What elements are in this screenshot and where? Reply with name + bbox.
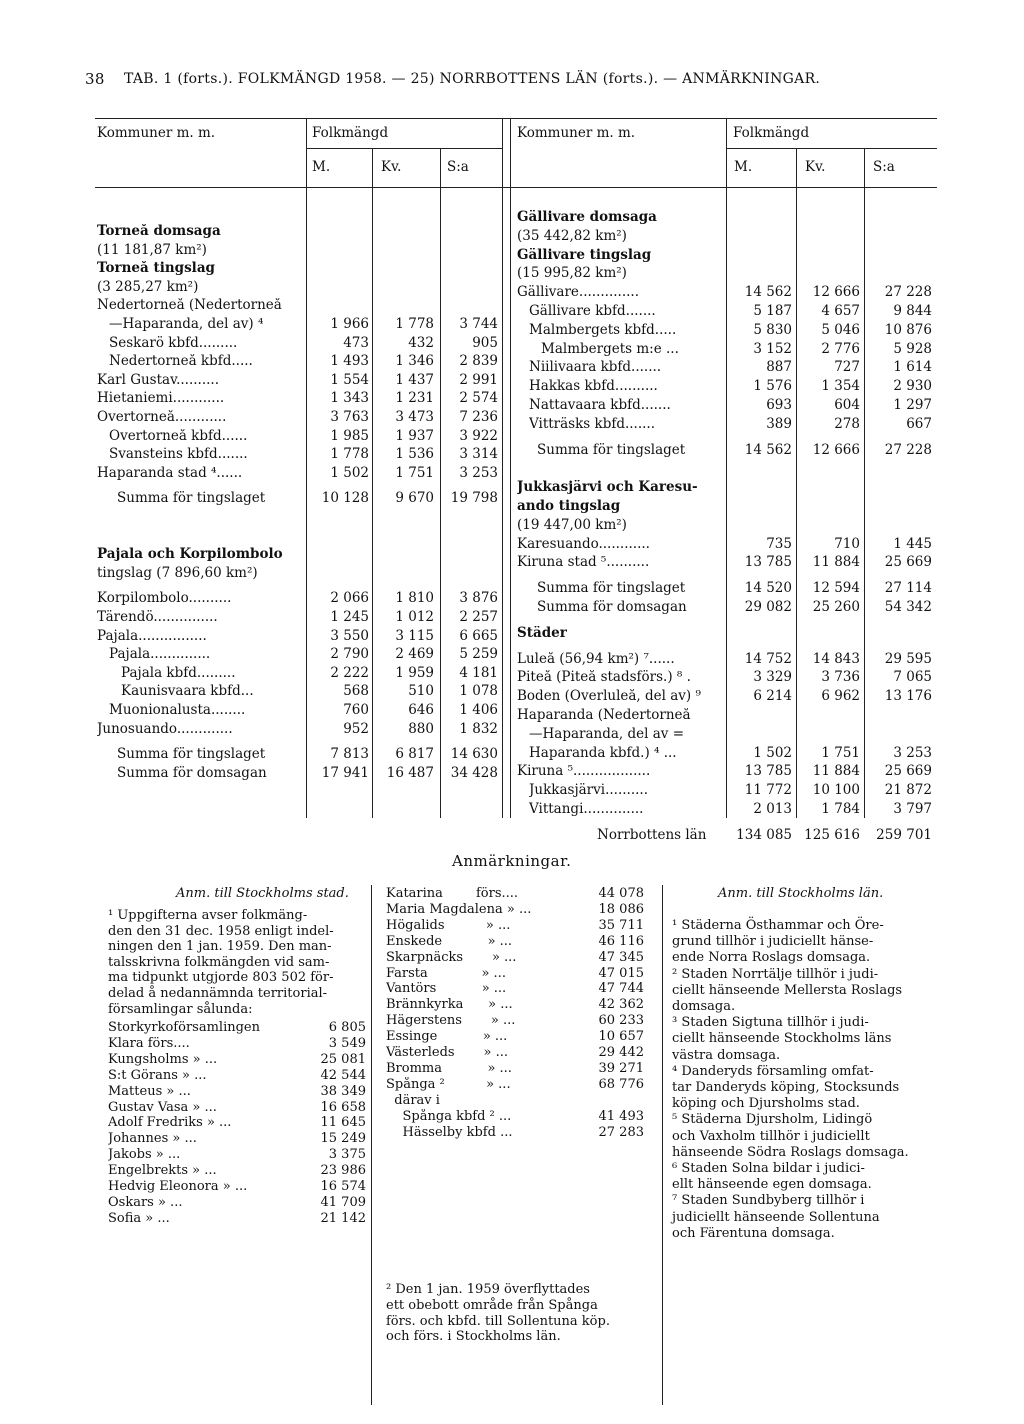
cell-women: 1 751 — [821, 744, 860, 761]
cell-men: 14 562 — [744, 441, 792, 458]
cell-men: 14 520 — [744, 580, 792, 597]
table-row-label: Nattavaara kbfd....... — [529, 398, 671, 413]
cell-men: 887 — [766, 359, 792, 376]
table-row-label: Malmbergets m:e ... — [541, 341, 679, 357]
note-list-value: 10 657 — [598, 1029, 644, 1045]
cell-men: 389 — [766, 415, 792, 432]
note-list-name: Kungsholms » ... — [108, 1051, 218, 1067]
cell-women: 1 784 — [821, 801, 860, 817]
note-list-name: Enskede » ... — [386, 933, 513, 949]
table-row-label: Haparanda (Nedertorneå — [517, 708, 691, 723]
note-line: ⁶ Staden Solna bildar i judici- — [672, 1161, 865, 1176]
table-row-label: (35 442,82 km²) — [517, 228, 627, 244]
note-list-name: Matteus » ... — [108, 1083, 191, 1099]
cell-men: 10 128 — [321, 490, 369, 507]
cell-women: 1 937 — [395, 427, 434, 444]
note-list-name: S:t Görans » ... — [108, 1067, 207, 1083]
note-list-value: 44 078 — [598, 886, 644, 901]
cell-total: 27 228 — [884, 441, 932, 458]
cell-women: 3 115 — [395, 627, 434, 644]
table-row-label: Summa för tingslaget — [537, 442, 686, 458]
table-row-label: Jukkasjärvi och Karesu- — [517, 480, 698, 496]
table-row-label: —Haparanda, del av = — [529, 726, 684, 742]
cell-total: 54 342 — [884, 599, 932, 615]
page-header: TAB. 1 (forts.). FOLKMÄNGD 1958. — 25) NORRBOTTENS LÄN (forts.). — ANMÄRKNINGAR. — [124, 71, 821, 87]
note-list-name: Oskars » ... — [108, 1194, 183, 1210]
cell-total: 3 253 — [459, 464, 498, 481]
note-line: ciellt hänseende Stockholms läns — [672, 1031, 892, 1047]
cell-men: 952 — [343, 720, 369, 737]
note-list-name: Engelbrekts » ... — [108, 1163, 217, 1179]
note-list-value: 27 283 — [598, 1124, 644, 1140]
cell-men: 29 082 — [744, 599, 792, 615]
cell-total: 29 595 — [884, 650, 932, 667]
note-list-value: 3 375 — [328, 1147, 366, 1163]
cell-men: 5 830 — [753, 321, 792, 338]
cell-total: 5 928 — [893, 340, 932, 357]
cell-men: 134 085 — [736, 826, 792, 843]
right-col-header-kv: Kv. — [805, 159, 826, 175]
note-list-name: därav i — [386, 1092, 440, 1108]
table-row-label: (19 447,00 km²) — [517, 517, 627, 533]
cell-total: 2 991 — [459, 371, 498, 388]
note-list-value: 11 645 — [320, 1115, 366, 1131]
cell-total: 3 922 — [459, 427, 498, 444]
cell-men: 1 554 — [330, 371, 369, 388]
table-row-label: Seskarö kbfd......... — [109, 335, 238, 351]
note-line: ⁵ Städerna Djursholm, Lidingö — [672, 1112, 873, 1128]
cell-men: 5 187 — [753, 303, 792, 319]
table-row-label: (15 995,82 km²) — [517, 266, 627, 282]
note-list-name: Spånga ² » ... — [386, 1076, 511, 1092]
cell-total: 3 253 — [893, 744, 932, 761]
note-list-name: Spånga kbfd ² ... — [386, 1108, 512, 1124]
cell-women: 1 354 — [821, 378, 860, 395]
notes-title: Anmärkningar. — [452, 852, 572, 870]
cell-total: 10 876 — [884, 321, 932, 338]
note-list-value: 23 986 — [320, 1163, 366, 1179]
table-row-label: —Haparanda, del av) ⁴ — [109, 317, 264, 332]
cell-men: 13 785 — [744, 763, 792, 780]
note-list-value: 68 776 — [598, 1076, 644, 1092]
cell-women: 6 962 — [821, 688, 860, 705]
cell-total: 2 574 — [459, 390, 498, 407]
cell-total: 2 839 — [459, 353, 498, 370]
table-row-label: Hakkas kbfd.......... — [529, 379, 658, 395]
note-list-value: 29 442 — [598, 1045, 644, 1060]
table-row-label: Gällivare domsaga — [517, 210, 657, 225]
note-list-value: 18 086 — [598, 901, 644, 917]
table-row-label: Övertorneå............ — [97, 410, 227, 425]
note-line: ⁷ Staden Sundbyberg tillhör i — [672, 1193, 865, 1209]
cell-women: 11 884 — [812, 763, 860, 780]
cell-total: 21 872 — [884, 782, 932, 799]
cell-women: 125 616 — [804, 826, 860, 843]
cell-total: 667 — [906, 415, 932, 432]
note-list-name: Klara förs.... — [108, 1035, 190, 1051]
note-list-value: 41 709 — [320, 1194, 366, 1210]
left-col-header-kv: Kv. — [381, 159, 402, 175]
note-line: delad å nedannämnda territorial- — [108, 986, 328, 1001]
table-row-label: Svansteins kbfd....... — [109, 447, 248, 463]
cell-total: 14 630 — [450, 746, 498, 763]
left-col-header-kommuner: Kommuner m. m. — [97, 125, 216, 141]
cell-total: 3 314 — [459, 446, 498, 463]
cell-men: 1 502 — [753, 744, 792, 761]
note-line: ⁴ Danderyds församling omfat- — [672, 1063, 874, 1079]
cell-women: 3 736 — [821, 669, 860, 686]
note-list-value: 38 349 — [320, 1083, 366, 1099]
cell-men: 2 790 — [330, 646, 369, 663]
cell-women: 12 594 — [812, 580, 860, 597]
note-line: judiciellt hänseende Sollentuna — [672, 1209, 880, 1225]
cell-men: 1 343 — [330, 390, 369, 407]
cell-total: 2 257 — [459, 609, 498, 625]
cell-total: 13 176 — [884, 688, 932, 705]
note-list-value: 47 345 — [598, 949, 644, 965]
table-row-label: Pajala.............. — [109, 647, 211, 663]
note-list-name: Jakobs » ... — [108, 1147, 181, 1163]
cell-women: 510 — [408, 683, 434, 700]
note-list-name: Maria Magdalena » ... — [386, 901, 532, 917]
cell-men: 2 066 — [330, 590, 369, 607]
cell-total: 4 181 — [459, 664, 498, 681]
cell-women: 880 — [408, 720, 434, 737]
cell-total: 259 701 — [876, 826, 932, 843]
cell-men: 1 493 — [330, 353, 369, 370]
table-row-label: Vittangi.............. — [529, 802, 644, 817]
cell-women: 12 666 — [812, 284, 860, 301]
note-line: ² Staden Norrtälje tillhör i judi- — [672, 966, 879, 982]
table-row-label: Summa för tingslaget — [537, 581, 686, 597]
cell-women: 1 778 — [395, 316, 434, 332]
left-col-header-m: M. — [312, 159, 331, 175]
table-row-label: Gällivare tingslag — [517, 247, 652, 263]
page-number: 38 — [85, 70, 105, 88]
table-row-label: ando tingslag — [517, 499, 621, 514]
cell-men: 568 — [343, 683, 369, 700]
note-list-value: 47 744 — [598, 981, 644, 997]
table-row-label: Pajala................ — [97, 628, 207, 644]
table-row-label: Junosuando............. — [97, 721, 233, 737]
cell-men: 2 013 — [753, 801, 792, 817]
cell-men: 1 502 — [330, 464, 369, 481]
note-line: ¹ Uppgifterna avser folkmäng- — [108, 908, 308, 923]
cell-total: 19 798 — [450, 490, 498, 507]
note-list-value: 16 574 — [320, 1179, 366, 1194]
cell-total: 27 114 — [884, 580, 932, 597]
cell-men: 7 813 — [330, 746, 369, 763]
table-row-label: Nedertorneå kbfd..... — [109, 354, 253, 370]
cell-total: 9 844 — [893, 303, 932, 319]
cell-women: 646 — [408, 702, 434, 718]
cell-men: 3 550 — [330, 627, 369, 644]
table-row-label: Vitträsks kbfd....... — [529, 416, 656, 432]
note-list-name: Essinge » ... — [386, 1029, 508, 1045]
cell-women: 16 487 — [386, 764, 434, 781]
note-list-value: 16 658 — [320, 1099, 366, 1115]
left-col-header-folkmangd: Folkmängd — [312, 125, 389, 141]
note-list-name: Hedvig Eleonora » ... — [108, 1179, 248, 1194]
note-list-name: Katarina förs.... — [386, 886, 519, 901]
note-list-value: 35 711 — [598, 917, 644, 933]
cell-men: 735 — [766, 535, 792, 552]
note-line: ciellt hänseende Mellersta Roslags — [672, 982, 903, 998]
table-row-label: (3 285,27 km²) — [97, 279, 199, 295]
note-line: grund tillhör i judiciellt hänse- — [672, 934, 874, 950]
table-row-label: Summa för tingslaget — [117, 747, 266, 763]
cell-total: 6 665 — [459, 627, 498, 644]
table-row-label: Tärendö............... — [97, 610, 218, 625]
cell-women: 1 437 — [395, 371, 434, 388]
note-line: och Färentuna domsaga. — [672, 1225, 835, 1241]
table-row-label: Kiruna stad ⁵.......... — [517, 555, 650, 571]
table-row-label: Övertorneå kbfd...... — [109, 428, 248, 444]
note-line: domsaga. — [672, 999, 736, 1014]
table-row-label: Nedertorneå (Nedertorneå — [97, 298, 282, 314]
table-top-rule — [95, 118, 937, 119]
note-list-value: 42 544 — [320, 1067, 366, 1083]
table-row-label: Hietaniemi............ — [97, 391, 225, 407]
note-list-name: Västerleds » ... — [386, 1045, 509, 1060]
cell-men: 17 941 — [321, 764, 369, 781]
notes-col3-heading: Anm. till Stockholms län. — [718, 886, 884, 901]
cell-total: 27 228 — [884, 284, 932, 301]
cell-total: 5 259 — [459, 646, 498, 663]
right-col-header-folkmangd: Folkmängd — [733, 125, 810, 141]
cell-men: 14 562 — [744, 284, 792, 301]
cell-women: 11 884 — [812, 554, 860, 571]
note-line: ma tidpunkt utgjorde 803 502 för- — [108, 970, 334, 986]
note-list-value: 21 142 — [320, 1210, 366, 1226]
note-list-value: 47 015 — [598, 965, 644, 981]
table-row-label: Pajala kbfd......... — [121, 665, 236, 681]
cell-women: 9 670 — [395, 490, 434, 507]
cell-total: 1 445 — [893, 535, 932, 552]
cell-men: 2 222 — [330, 664, 369, 681]
cell-men: 11 772 — [744, 782, 792, 799]
table-row-label: Kiruna ⁵.................. — [517, 764, 651, 780]
table-row-label: Karesuando............ — [517, 536, 650, 552]
right-col-header-sa: S:a — [873, 159, 895, 175]
table-row-label: Summa för domsagan — [117, 765, 267, 781]
note-line: ¹ Städerna Östhammar och Öre- — [672, 918, 884, 933]
note-list-name: Brännkyrka » ... — [386, 997, 513, 1013]
cell-total: 7 236 — [459, 409, 498, 425]
table-row-label: Torneå tingslag — [97, 261, 215, 277]
table-row-label: Niilivaara kbfd....... — [529, 360, 662, 376]
cell-men: 1 778 — [330, 446, 369, 463]
note-line: västra domsaga. — [672, 1047, 781, 1063]
note-line: den den 31 dec. 1958 enligt indel- — [108, 923, 334, 939]
note-list-value: 41 493 — [598, 1108, 644, 1124]
note-line: ³ Staden Sigtuna tillhör i judi- — [672, 1015, 869, 1031]
table-row-label: Gällivare kbfd....... — [529, 304, 656, 319]
cell-women: 710 — [834, 535, 860, 552]
cell-women: 4 657 — [821, 303, 860, 319]
cell-men: 1 985 — [330, 427, 369, 444]
cell-men: 473 — [343, 334, 369, 351]
table-row-label: Haparanda stad ⁴...... — [97, 465, 243, 481]
note-line: ett obebott område från Spånga — [386, 1297, 598, 1313]
cell-women: 1 751 — [395, 464, 434, 481]
cell-women: 5 046 — [821, 321, 860, 338]
note-list-value: 39 271 — [598, 1060, 644, 1076]
table-row-label: Piteå (Piteå stadsförs.) ⁸ . — [517, 670, 691, 686]
cell-total: 3 797 — [893, 801, 932, 817]
right-col-header-m: M. — [734, 159, 753, 175]
table-row-label: Haparanda kbfd.) ⁴ ... — [529, 745, 677, 761]
note-line: och Vaxholm tillhör i judiciellt — [672, 1128, 870, 1144]
cell-total: 905 — [472, 334, 498, 351]
note-list-name: Sofia » ... — [108, 1210, 170, 1226]
note-line: ² Den 1 jan. 1959 överflyttades — [386, 1282, 590, 1297]
cell-total: 7 065 — [893, 669, 932, 686]
note-list-value: 42 362 — [598, 997, 644, 1013]
cell-women: 6 817 — [395, 746, 434, 763]
cell-total: 1 614 — [893, 359, 932, 376]
note-line: hänseende Södra Roslags domsaga. — [672, 1144, 909, 1160]
table-row-label: Summa för domsagan — [537, 600, 687, 615]
cell-total: 3 744 — [459, 316, 498, 332]
cell-total: 25 669 — [884, 763, 932, 780]
note-list-name: Johannes » ... — [108, 1131, 197, 1147]
cell-women: 278 — [834, 415, 860, 432]
note-line: förs. och kbfd. till Sollentuna köp. — [386, 1313, 610, 1329]
cell-women: 1 959 — [395, 664, 434, 681]
cell-men: 3 329 — [753, 669, 792, 686]
cell-men: 13 785 — [744, 554, 792, 571]
cell-total: 1 406 — [459, 702, 498, 718]
cell-women: 1 231 — [395, 390, 434, 407]
cell-men: 6 214 — [753, 688, 792, 705]
table-row-label: Gällivare.............. — [517, 285, 639, 301]
note-list-name: Farsta » ... — [386, 965, 506, 981]
note-line: ningen den 1 jan. 1959. Den man- — [108, 939, 332, 955]
cell-women: 2 776 — [821, 340, 860, 357]
cell-women: 1 346 — [395, 353, 434, 370]
note-list-value: 15 249 — [320, 1131, 366, 1147]
cell-total: 2 930 — [893, 378, 932, 395]
note-line: och förs. i Stockholms län. — [386, 1329, 561, 1345]
table-row-label: Muonionalusta........ — [109, 703, 246, 718]
note-list-name: Vantörs » ... — [386, 981, 507, 997]
cell-total: 3 876 — [459, 590, 498, 607]
cell-women: 432 — [408, 334, 434, 351]
note-line: talsskrivna folkmängden vid sam- — [108, 954, 330, 970]
note-list-name: Hägerstens » ... — [386, 1013, 516, 1029]
note-line: församlingar sålunda: — [108, 1001, 253, 1017]
note-list-name: Högalids » ... — [386, 917, 511, 933]
note-list-value: 3 549 — [328, 1035, 366, 1051]
table-row-label: Korpilombolo.......... — [97, 591, 232, 607]
cell-women: 1 536 — [395, 446, 434, 463]
cell-total: 34 428 — [450, 764, 498, 781]
cell-total: 25 669 — [884, 554, 932, 571]
cell-women: 10 100 — [812, 782, 860, 799]
note-list-name: Hässelby kbfd ... — [386, 1124, 513, 1140]
cell-men: 1 966 — [330, 316, 369, 332]
cell-women: 1 810 — [395, 590, 434, 607]
cell-men: 760 — [343, 702, 369, 718]
cell-men: 14 752 — [744, 650, 792, 667]
cell-women: 3 473 — [395, 409, 434, 425]
table-row-label: Karl Gustav.......... — [97, 372, 220, 388]
table-row-label: Jukkasjärvi.......... — [529, 783, 648, 799]
cell-women: 604 — [834, 397, 860, 413]
table-row-label: tingslag (7 896,60 km²) — [97, 565, 258, 581]
note-line: ellt hänseende egen domsaga. — [672, 1177, 872, 1193]
right-col-header-kommuner: Kommuner m. m. — [517, 125, 636, 141]
notes-col1-heading: Anm. till Stockholms stad. — [176, 886, 349, 901]
table-row-label: Boden (Överluleå, del av) ⁹ — [517, 689, 701, 705]
cell-men: 3 152 — [753, 340, 792, 357]
note-list-name: Skarpnäcks » ... — [386, 949, 517, 965]
note-list-value: 46 116 — [598, 933, 644, 949]
table-row-label: (11 181,87 km²) — [97, 242, 207, 258]
table-row-label: Torneå domsaga — [97, 224, 221, 239]
note-line: köping och Djursholms stad. — [672, 1096, 860, 1112]
table-row-label: Kaunisvaara kbfd... — [121, 684, 254, 700]
table-row-label: Pajala och Korpilombolo — [97, 547, 283, 563]
table-header-rule — [95, 187, 937, 188]
note-list-value: 60 233 — [598, 1013, 644, 1029]
cell-women: 1 012 — [395, 609, 434, 625]
cell-men: 1 245 — [330, 609, 369, 625]
table-row-label: Malmbergets kbfd..... — [529, 322, 677, 338]
cell-men: 1 576 — [753, 378, 792, 395]
left-col-header-sa: S:a — [447, 159, 469, 175]
cell-women: 727 — [834, 359, 860, 376]
cell-total: 1 297 — [893, 397, 932, 413]
note-list-name: Storkyrkoförsamlingen — [108, 1020, 260, 1035]
cell-women: 14 843 — [812, 650, 860, 667]
note-list-name: Gustav Vasa » ... — [108, 1099, 217, 1115]
table-row-label: Summa för tingslaget — [117, 491, 266, 507]
cell-women: 2 469 — [395, 646, 434, 663]
note-list-name: Bromma » ... — [386, 1060, 512, 1076]
cell-total: 1 078 — [459, 683, 498, 700]
cell-men: 3 763 — [330, 409, 369, 425]
table-row-label: Norrbottens län — [597, 827, 707, 843]
table-row-label: Luleå (56,94 km²) ⁷...... — [517, 651, 675, 667]
cell-women: 25 260 — [812, 599, 860, 615]
note-list-value: 25 081 — [320, 1051, 366, 1067]
cell-women: 12 666 — [812, 441, 860, 458]
note-list-value: 6 805 — [328, 1020, 366, 1035]
cell-total: 1 832 — [459, 720, 498, 737]
note-list-name: Adolf Fredriks » ... — [108, 1115, 232, 1131]
note-line: tar Danderyds köping, Stocksunds — [672, 1080, 900, 1095]
note-line: ende Norra Roslags domsaga. — [672, 950, 871, 966]
cell-men: 693 — [766, 397, 792, 413]
table-row-label: Städer — [517, 625, 567, 641]
